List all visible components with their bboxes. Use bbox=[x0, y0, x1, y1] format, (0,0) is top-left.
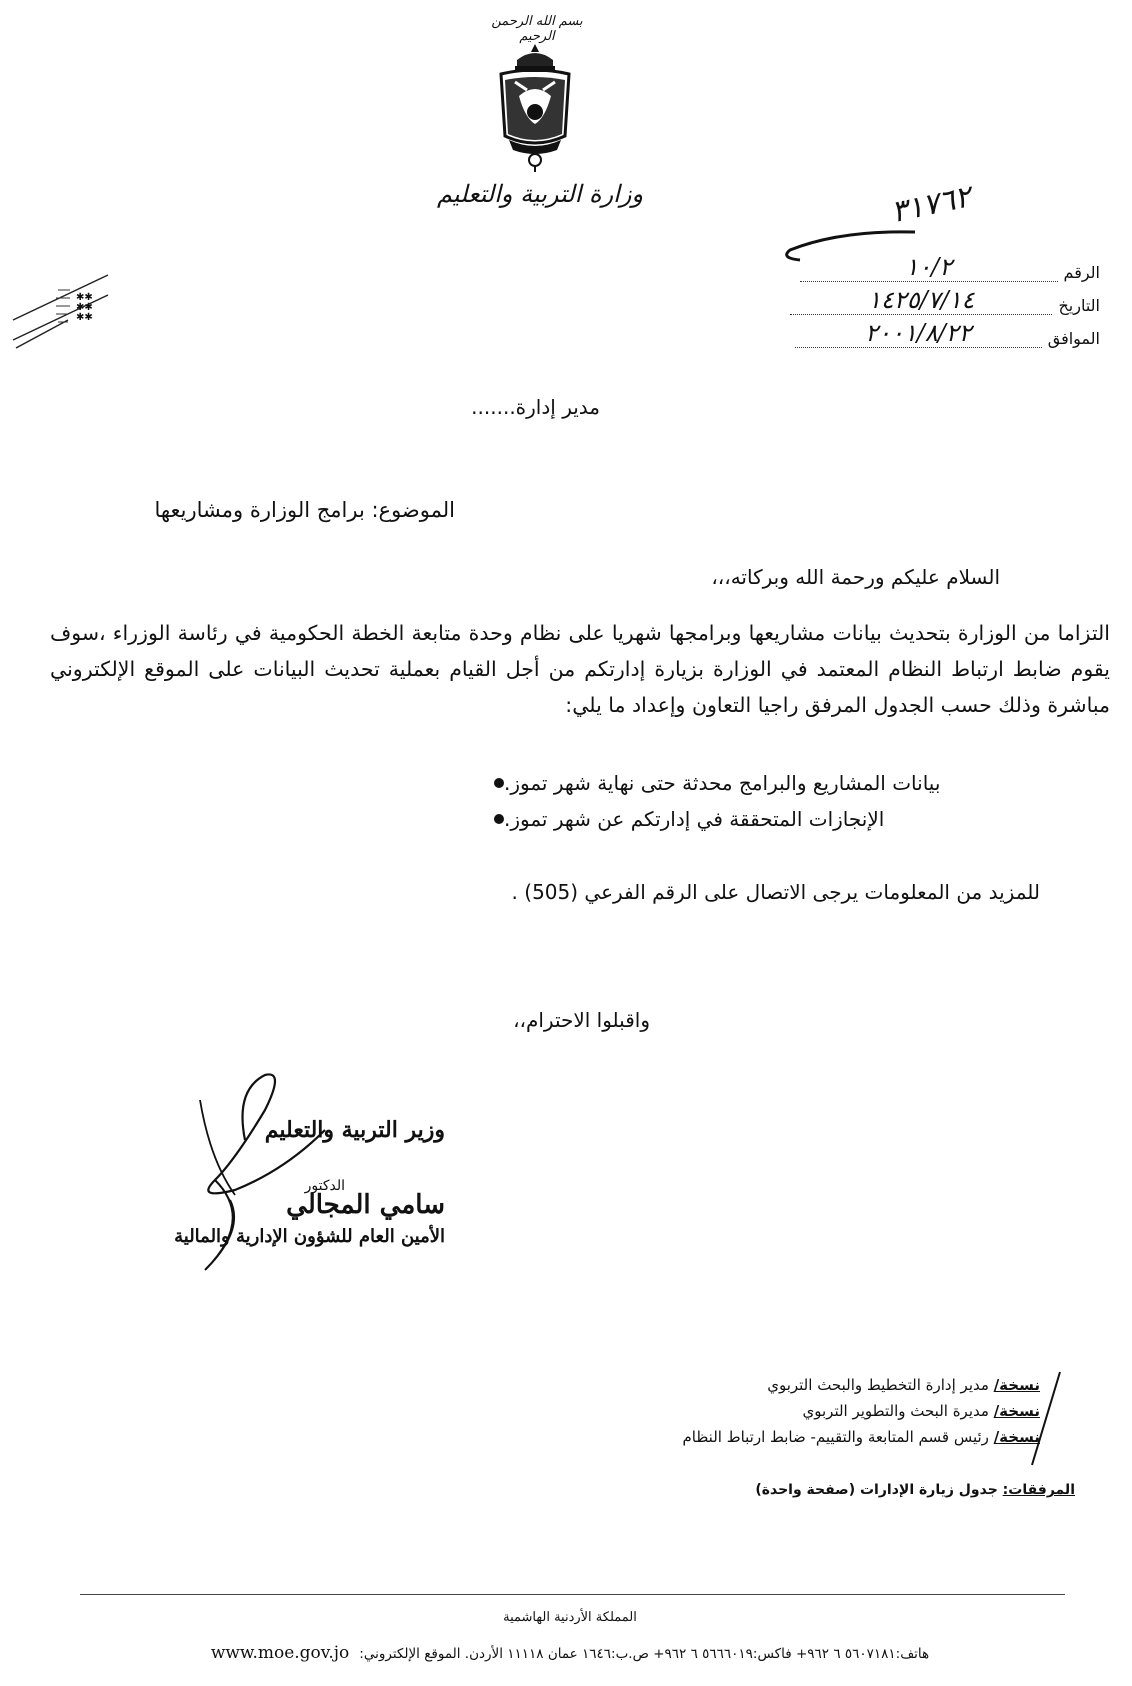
info-line: للمزيد من المعلومات يرجى الاتصال على الرقم الفرعي (505) . bbox=[511, 880, 1040, 904]
received-stamp bbox=[8, 270, 118, 360]
bullet-list bbox=[470, 765, 1040, 837]
bullet-text: الإنجازات المتحققة في إدارتكم عن شهر تموز. bbox=[504, 807, 885, 831]
copy-item bbox=[600, 1424, 1040, 1450]
svg-text:✱✱: ✱✱ bbox=[76, 302, 93, 313]
copies-checkmark-stroke bbox=[1030, 1370, 1070, 1470]
closing: واقبلوا الاحترام،، bbox=[513, 1008, 650, 1032]
greeting: السلام عليكم ورحمة الله وبركاته،،، bbox=[711, 565, 1000, 589]
svg-text:✱✱: ✱✱ bbox=[76, 292, 93, 303]
bullet-item bbox=[470, 765, 1040, 801]
attachments-label: المرفقات: bbox=[1002, 1482, 1075, 1498]
copy-prefix: نسخة/ bbox=[993, 1402, 1040, 1420]
handwritten-signature bbox=[175, 1070, 340, 1275]
footer-contact bbox=[40, 1643, 1100, 1663]
footer-website-link[interactable]: www.moe.gov.jo bbox=[210, 1643, 350, 1663]
handwritten-pen-stroke bbox=[780, 228, 920, 268]
attachments-text: جدول زيارة الإدارات (صفحة واحدة) bbox=[755, 1482, 998, 1498]
copy-prefix: نسخة/ bbox=[993, 1428, 1040, 1446]
copy-prefix: نسخة/ bbox=[993, 1376, 1040, 1394]
copy-text: مديرة البحث والتطوير التربوي bbox=[802, 1402, 989, 1420]
copy-item bbox=[600, 1398, 1040, 1424]
coat-of-arms-emblem bbox=[495, 40, 575, 175]
signature-title: وزير التربية والتعليم bbox=[264, 1117, 445, 1143]
footer-kingdom: المملكة الأردنية الهاشمية bbox=[503, 1610, 637, 1625]
copy-text: رئيس قسم المتابعة والتقييم- ضابط ارتباط النظام bbox=[682, 1428, 989, 1446]
bullet-item bbox=[470, 801, 1040, 837]
subject-line: الموضوع: برامج الوزارة ومشاريعها bbox=[154, 498, 455, 522]
addressee: مدير إدارة....... bbox=[471, 395, 600, 419]
copy-item bbox=[600, 1372, 1040, 1398]
copies-list bbox=[600, 1372, 1040, 1450]
bullet-dot-icon bbox=[494, 814, 504, 824]
basmala: بسم الله الرحمن الرحيم bbox=[491, 14, 583, 44]
copy-text: مدير إدارة التخطيط والبحث التربوي bbox=[767, 1376, 989, 1394]
svg-text:✱✱: ✱✱ bbox=[76, 312, 93, 323]
ref-number-label: الرقم bbox=[1063, 263, 1100, 282]
ref-date-label: التاريخ bbox=[1058, 296, 1100, 315]
signature-position: الأمين العام للشؤون الإدارية والمالية bbox=[174, 1226, 445, 1247]
ref-corresponding-label: الموافق bbox=[1047, 329, 1100, 348]
handwritten-ref-number bbox=[885, 162, 1060, 230]
ref-corresponding-value: ٢٠٠١/٨/٢٢ bbox=[795, 319, 1042, 348]
attachments-line bbox=[600, 1482, 1075, 1498]
bullet-text: بيانات المشاريع والبرامج محدثة حتى نهاية شهر تموز. bbox=[504, 771, 941, 795]
ref-date-row bbox=[790, 285, 1100, 315]
ref-corresponding-row bbox=[795, 318, 1100, 348]
footer-contact-text: هاتف:٥٦٠٧١٨١ ٦ ٩٦٢+ فاكس:٥٦٦٦٠١٩ ٦ ٩٦٢+ ص.ب:١٦٤٦ عمان ١١١١٨ الأردن. الموقع الإلكتروني: bbox=[359, 1646, 930, 1662]
body-paragraph: التزاما من الوزارة بتحديث بيانات مشاريعها وبرامجها شهريا على نظام وحدة متابعة الخطة الحكومية في رئاسة الوزراء ،سوف يقوم ضابط ارتباط النظام المعتمد في الوزارة بزيارة إدارتكم من أجل القيام بعملية تحديث البيانات على الموقع الإلكتروني مباشرة وذلك حسب الجدول المرفق راجيا التعاون وإعداد ما يلي: bbox=[50, 621, 1110, 717]
ministry-name: وزارة التربية والتعليم bbox=[436, 180, 644, 208]
signature-doctor: الدكتور bbox=[304, 1178, 345, 1194]
ref-date-value: ١٤٢٥/٧/١٤ bbox=[790, 286, 1052, 315]
ref-number-value: ١٠/٢ bbox=[800, 253, 1058, 282]
footer-divider bbox=[80, 1594, 1065, 1595]
handwritten-ref-text: ٣١٧٦٢ bbox=[888, 179, 975, 230]
bullet-dot-icon bbox=[494, 778, 504, 788]
signature-name: سامي المجالي bbox=[286, 1190, 445, 1220]
